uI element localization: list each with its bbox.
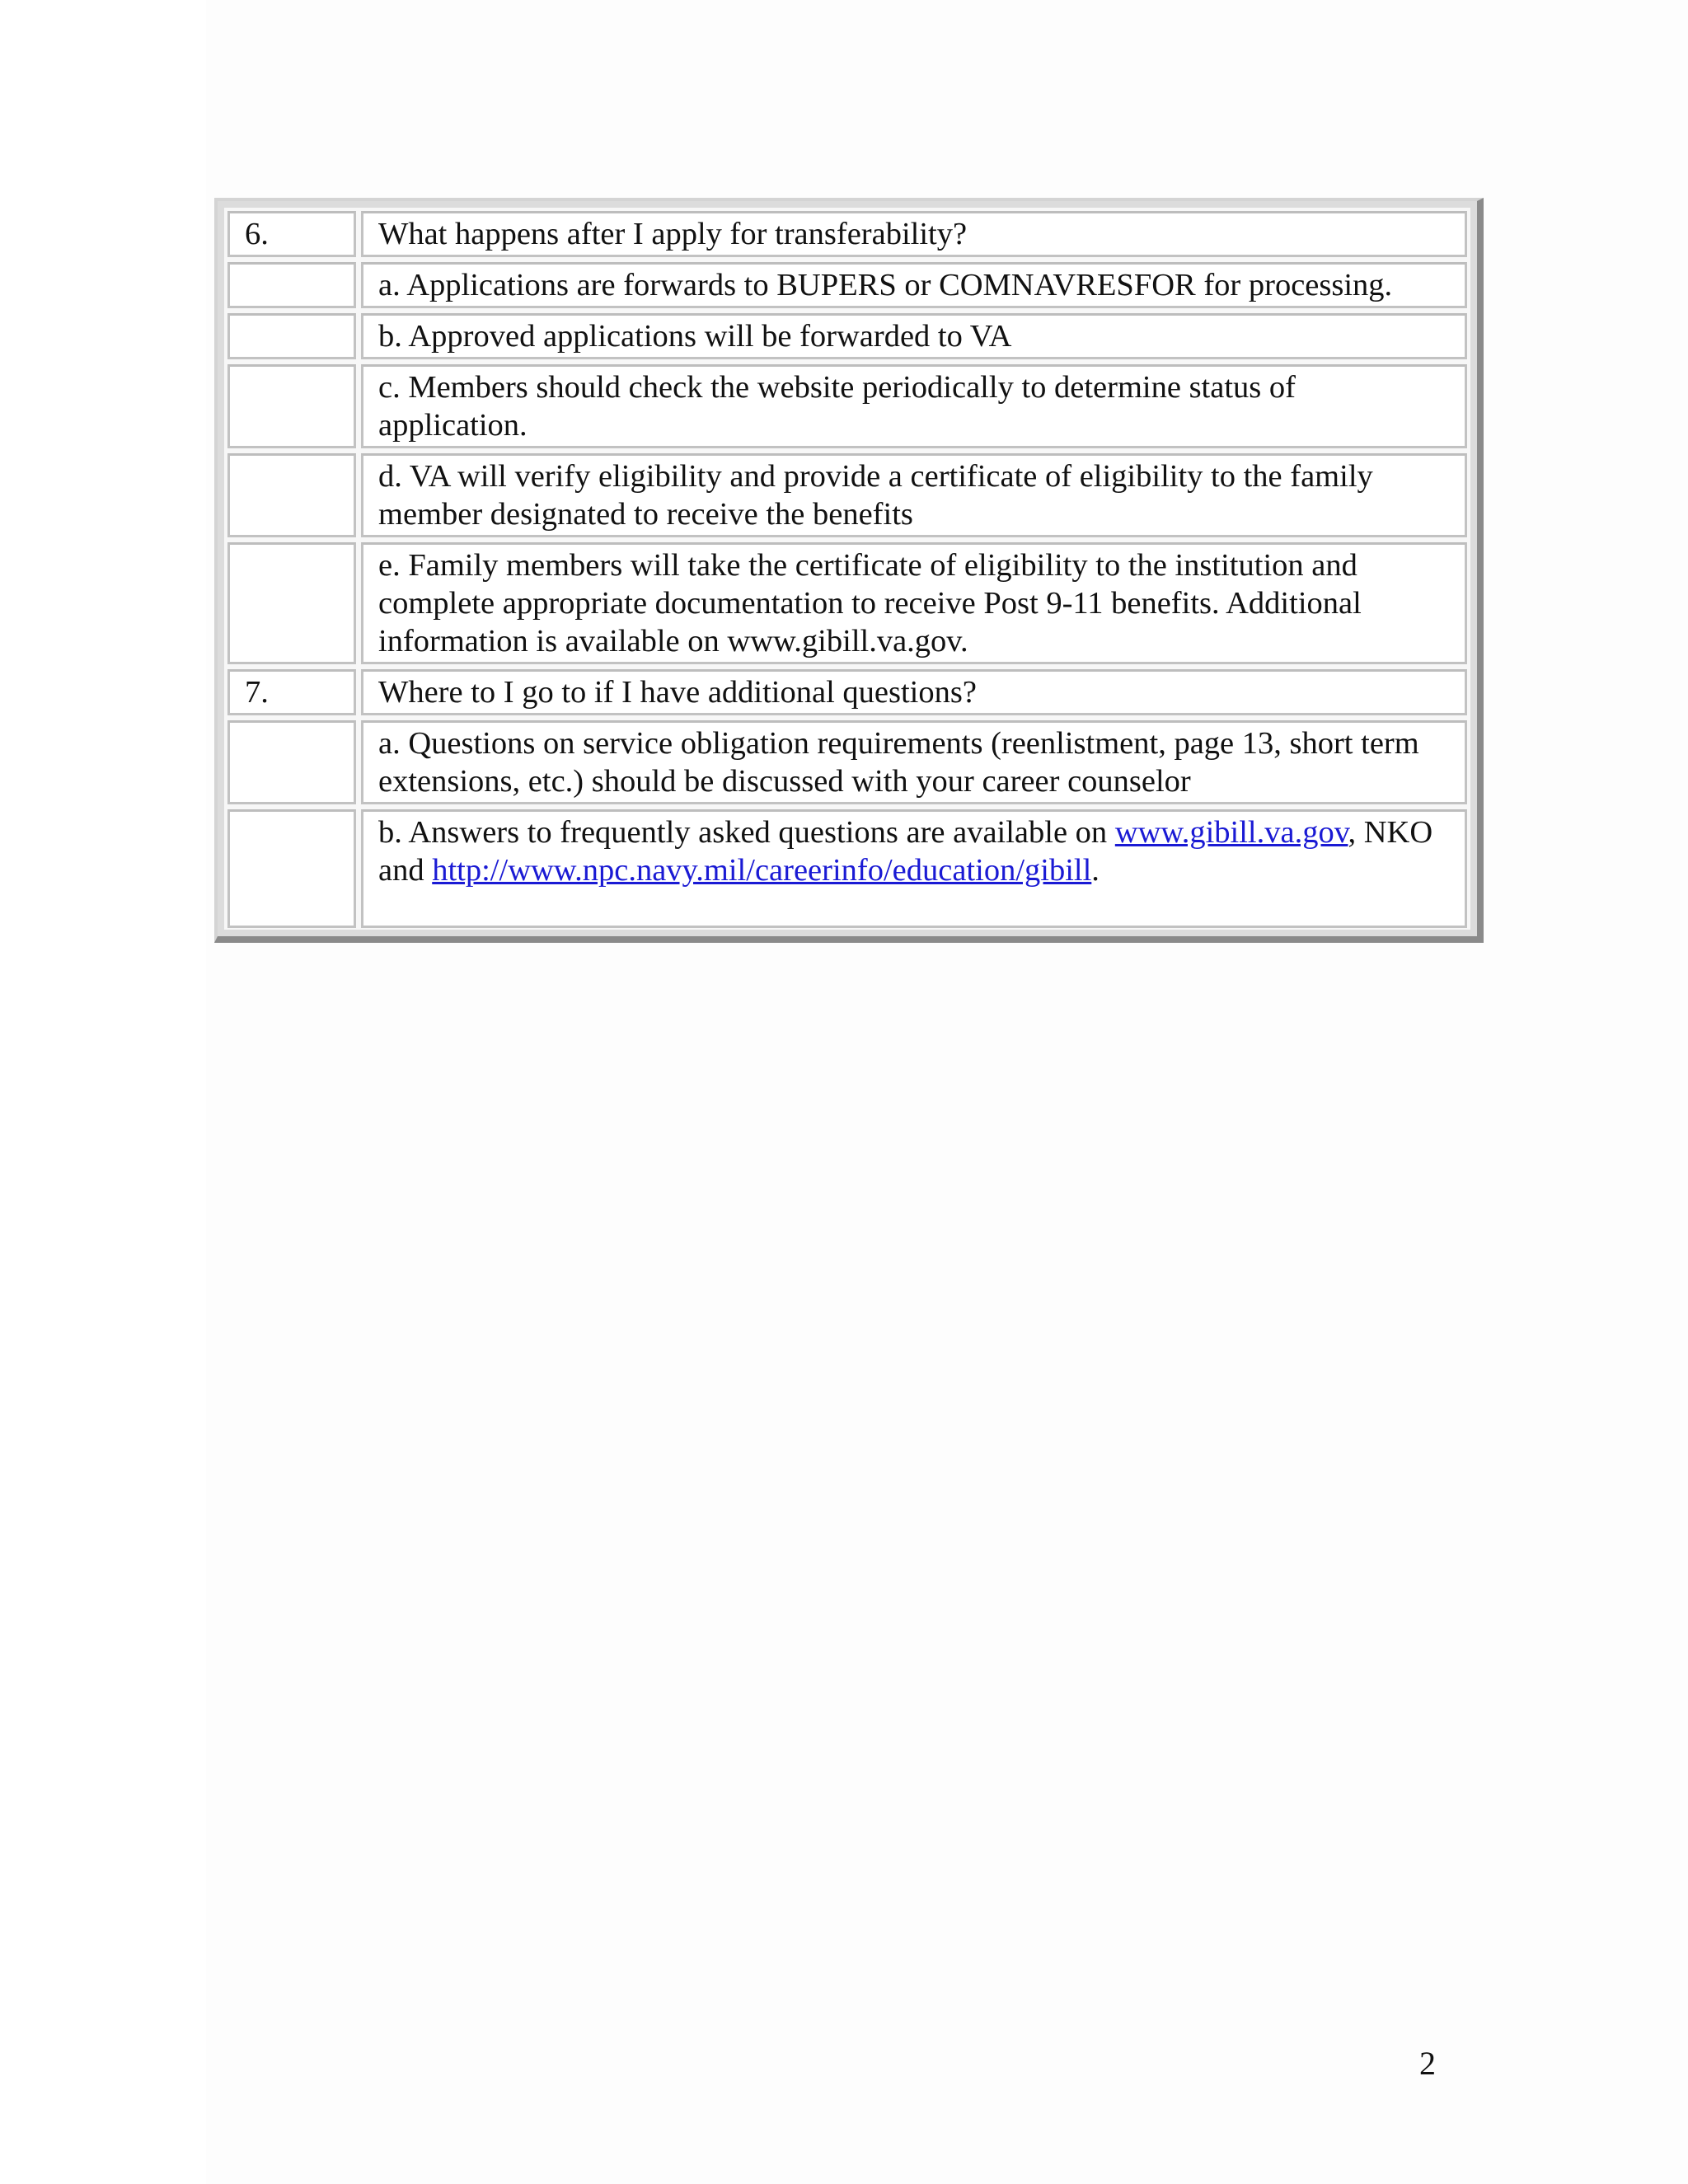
table-row (224, 313, 1470, 359)
question-number (227, 542, 356, 664)
answer-text: a. Questions on service obligation requirements (reenlistment, page 13, short term extensions, etc.) should be discussed with your career counselor (361, 720, 1467, 804)
question-number (227, 720, 356, 804)
question-number (227, 313, 356, 359)
question-number (227, 453, 356, 537)
answer-text: a. Applications are forwards to BUPERS or COMNAVRESFOR for processing. (361, 262, 1467, 308)
answer-text-middle: , NKO and (378, 815, 1433, 888)
gibill-link[interactable]: www.gibill.va.gov (1114, 815, 1348, 850)
table-row (224, 453, 1470, 537)
faq-table-body (224, 208, 1470, 930)
table-row (224, 720, 1470, 804)
question-number (227, 809, 356, 928)
question-number: 7. (227, 669, 356, 715)
question-number: 6. (227, 211, 356, 257)
faq-table (214, 198, 1484, 943)
table-row (224, 542, 1470, 664)
table-row (224, 809, 1470, 928)
question-text: Where to I go to if I have additional questions? (361, 669, 1467, 715)
table-row (224, 669, 1470, 715)
answer-text: d. VA will verify eligibility and provide a certificate of eligibility to the family member designated to receive the benefits (361, 453, 1467, 537)
answer-text: c. Members should check the website periodically to determine status of application. (361, 364, 1467, 448)
answer-text: b. Approved applications will be forwarded to VA (361, 313, 1467, 359)
answer-text-suffix: . (1091, 853, 1100, 888)
table-row (224, 262, 1470, 308)
question-text: What happens after I apply for transferability? (361, 211, 1467, 257)
answer-text: e. Family members will take the certificate of eligibility to the institution and complete appropriate documentation to receive Post 9-11 benefits. Additional information is available on www.gibill.va.gov. (361, 542, 1467, 664)
table-row (224, 211, 1470, 257)
page-number: 2 (1419, 2045, 1436, 2082)
answer-text-prefix: b. Answers to frequently asked questions are available on (378, 815, 1115, 850)
question-number (227, 262, 356, 308)
table-row (224, 364, 1470, 448)
question-number (227, 364, 356, 448)
npc-gibill-link[interactable]: http://www.npc.navy.mil/careerinfo/education/gibill (432, 853, 1092, 888)
answer-text (361, 809, 1467, 928)
